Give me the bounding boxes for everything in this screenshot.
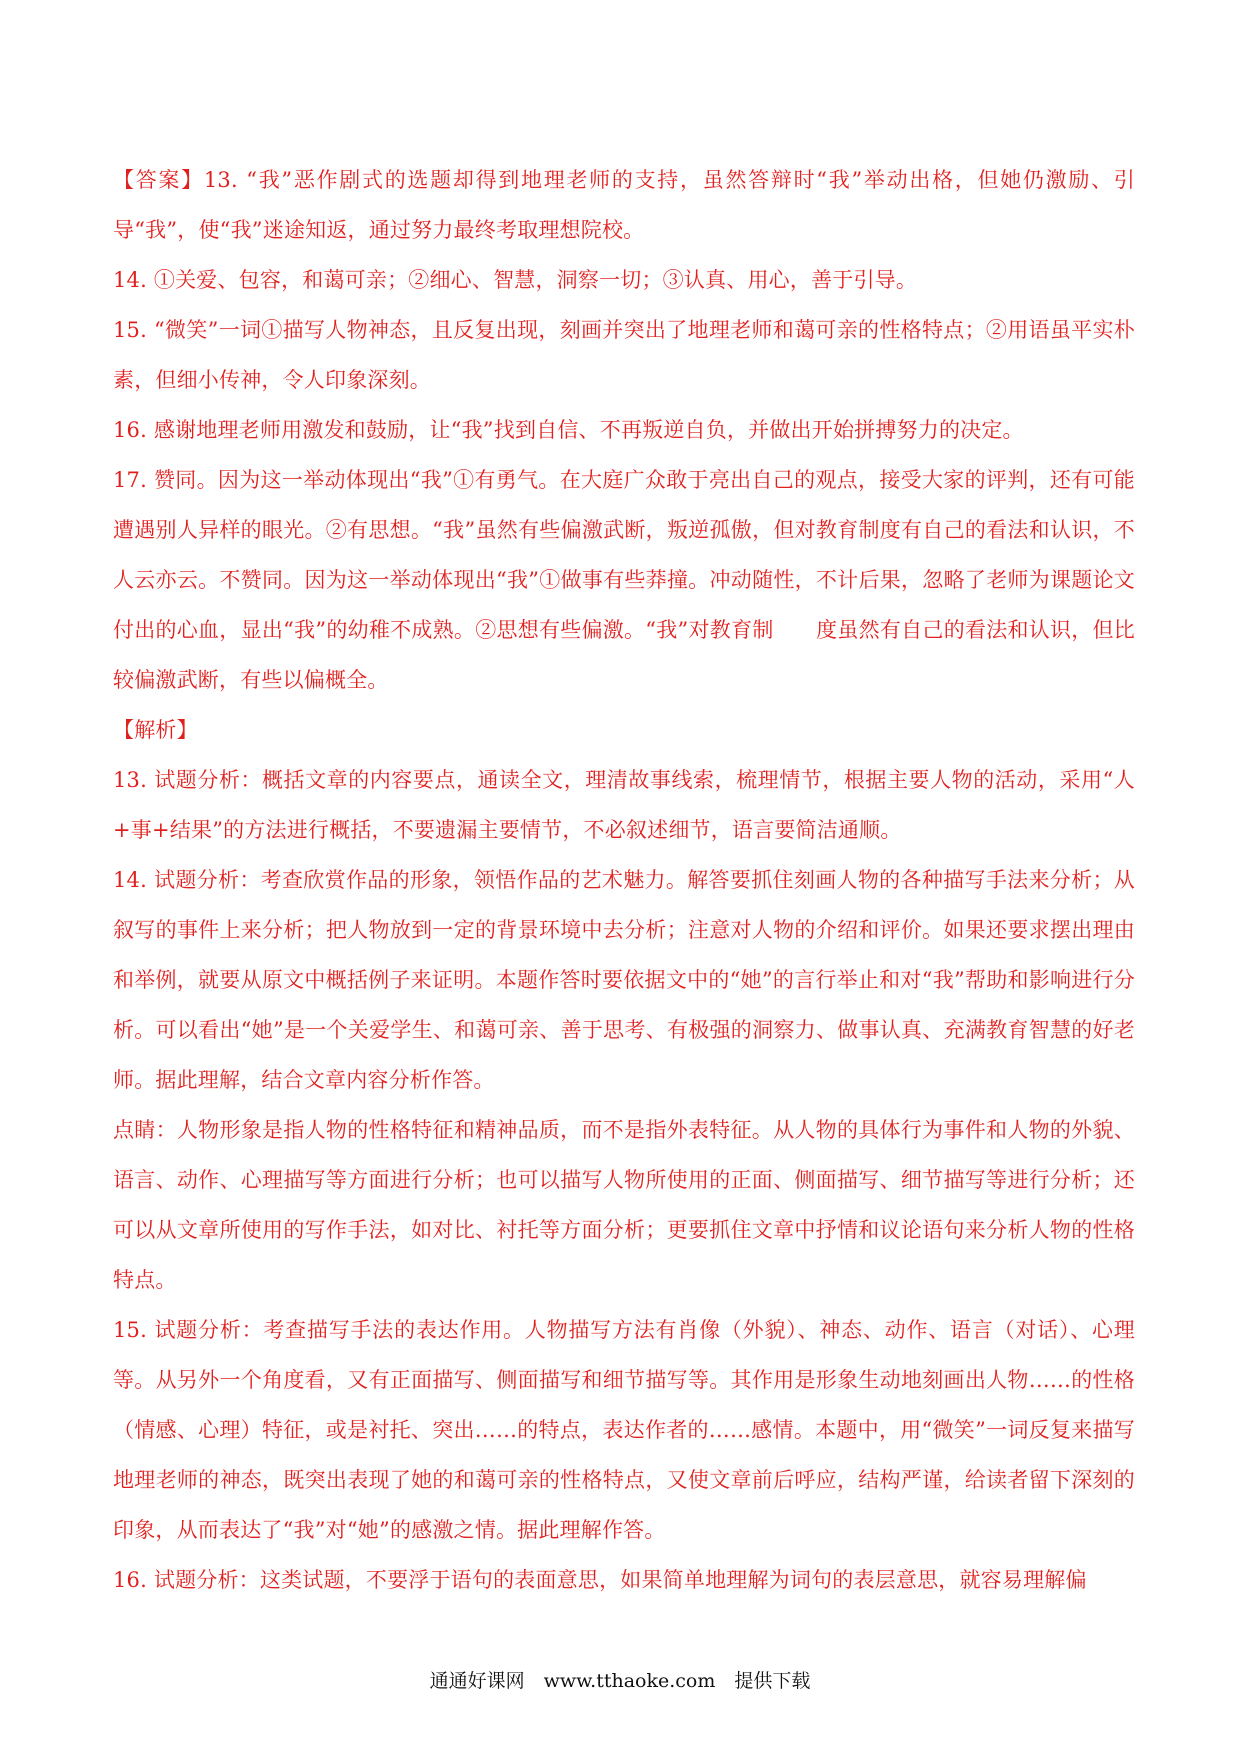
answer-text-13: 13. “我”恶作剧式的选题却得到地理老师的支持，虽然答辩时“我”举动出格，但她仍激励、引导“我”，使“我”迷途知返，通过努力最终考取理想院校。 <box>113 168 1135 242</box>
analysis-paragraph-16: 16. 试题分析：这类试题，不要浮于语句的表面意思，如果简单地理解为词句的表层意思，就容易理解偏 <box>113 1568 1087 1592</box>
answer-paragraph-14: 14. ①关爱、包容，和蔼可亲；②细心、智慧，洞察一切；③认真、用心，善于引导。 <box>113 268 918 292</box>
analysis-paragraph-15: 15. 试题分析：考查描写手法的表达作用。人物描写方法有肖像（外貌）、神态、动作、语言（对话）、心理等。从另外一个角度看，又有正面描写、侧面描写和细节描写等。其作用是形象生动地刻画出人物……的性格（情感、心理）特征，或是衬托、突出……的特点，表达作者的……感情。本题中，用“微笑”一词反复来描写地理老师的神态，既突出表现了她的和蔼可亲的性格特点，又使文章前后呼应，结构严谨，给读者留下深刻的印象，从而表达了“我”对“她”的感激之情。据此理解作答。 <box>113 1318 1135 1542</box>
answer-paragraph-15: 15. “微笑”一词①描写人物神态，且反复出现，刻画并突出了地理老师和蔼可亲的性格特点；②用语虽平实朴素，但细小传神，令人印象深刻。 <box>113 318 1135 392</box>
answer-heading: 【答案】 <box>113 168 204 192</box>
answer-paragraph-17: 17. 赞同。因为这一举动体现出“我”①有勇气。在大庭广众敢于亮出自己的观点，接受大家的评判，还有可能遭遇别人异样的眼光。②有思想。“我”虽然有些偏激武断，叛逆孤傲，但对教育制度有自己的看法和认识，不人云亦云。不赞同。因为这一举动体现出“我”①做事有些莽撞。冲动随性，不计后果，忽略了老师为课题论文付出的心血，显出“我”的幼稚不成熟。②思想有些偏激。“我”对教育制 度虽然有自己的看法和认识，但比较偏激武断，有些以偏概全。 <box>113 468 1135 692</box>
analysis-paragraph-14: 14. 试题分析：考查欣赏作品的形象，领悟作品的艺术魅力。解答要抓住刻画人物的各种描写手法来分析；从叙写的事件上来分析；把人物放到一定的背景环境中去分析；注意对人物的介绍和评价。如果还要求摆出理由和举例，就要从原文中概括例子来证明。本题作答时要依据文中的“她”的言行举止和对“我”帮助和影响进行分析。可以看出“她”是一个关爱学生、和蔼可亲、善于思考、有极强的洞察力、做事认真、充满教育智慧的好老师。据此理解，结合文章内容分析作答。 <box>113 868 1135 1092</box>
analysis-note-paragraph: 点睛：人物形象是指人物的性格特征和精神品质，而不是指外表特征。从人物的具体行为事件和人物的外貌、语言、动作、心理描写等方面进行分析；也可以描写人物所使用的正面、侧面描写、细节描写等进行分析；还可以从文章所使用的写作手法，如对比、衬托等方面分析；更要抓住文章中抒情和议论语句来分析人物的性格特点。 <box>113 1118 1135 1292</box>
page-footer: 通通好课网 www.tthaoke.com 提供下载 <box>429 1670 811 1692</box>
answer-paragraph-16: 16. 感谢地理老师用激发和鼓励，让“我”找到自信、不再叛逆自负，并做出开始拼搏努力的决定。 <box>113 418 1024 442</box>
analysis-heading: 【解析】 <box>113 718 198 742</box>
answer-paragraph-13 <box>113 155 1135 255</box>
document-content <box>113 155 1135 1605</box>
analysis-paragraph-13: 13. 试题分析：概括文章的内容要点，通读全文，理清故事线索，梳理情节，根据主要人物的活动，采用“人+事+结果”的方法进行概括，不要遗漏主要情节，不必叙述细节，语言要简洁通顺。 <box>113 768 1135 842</box>
